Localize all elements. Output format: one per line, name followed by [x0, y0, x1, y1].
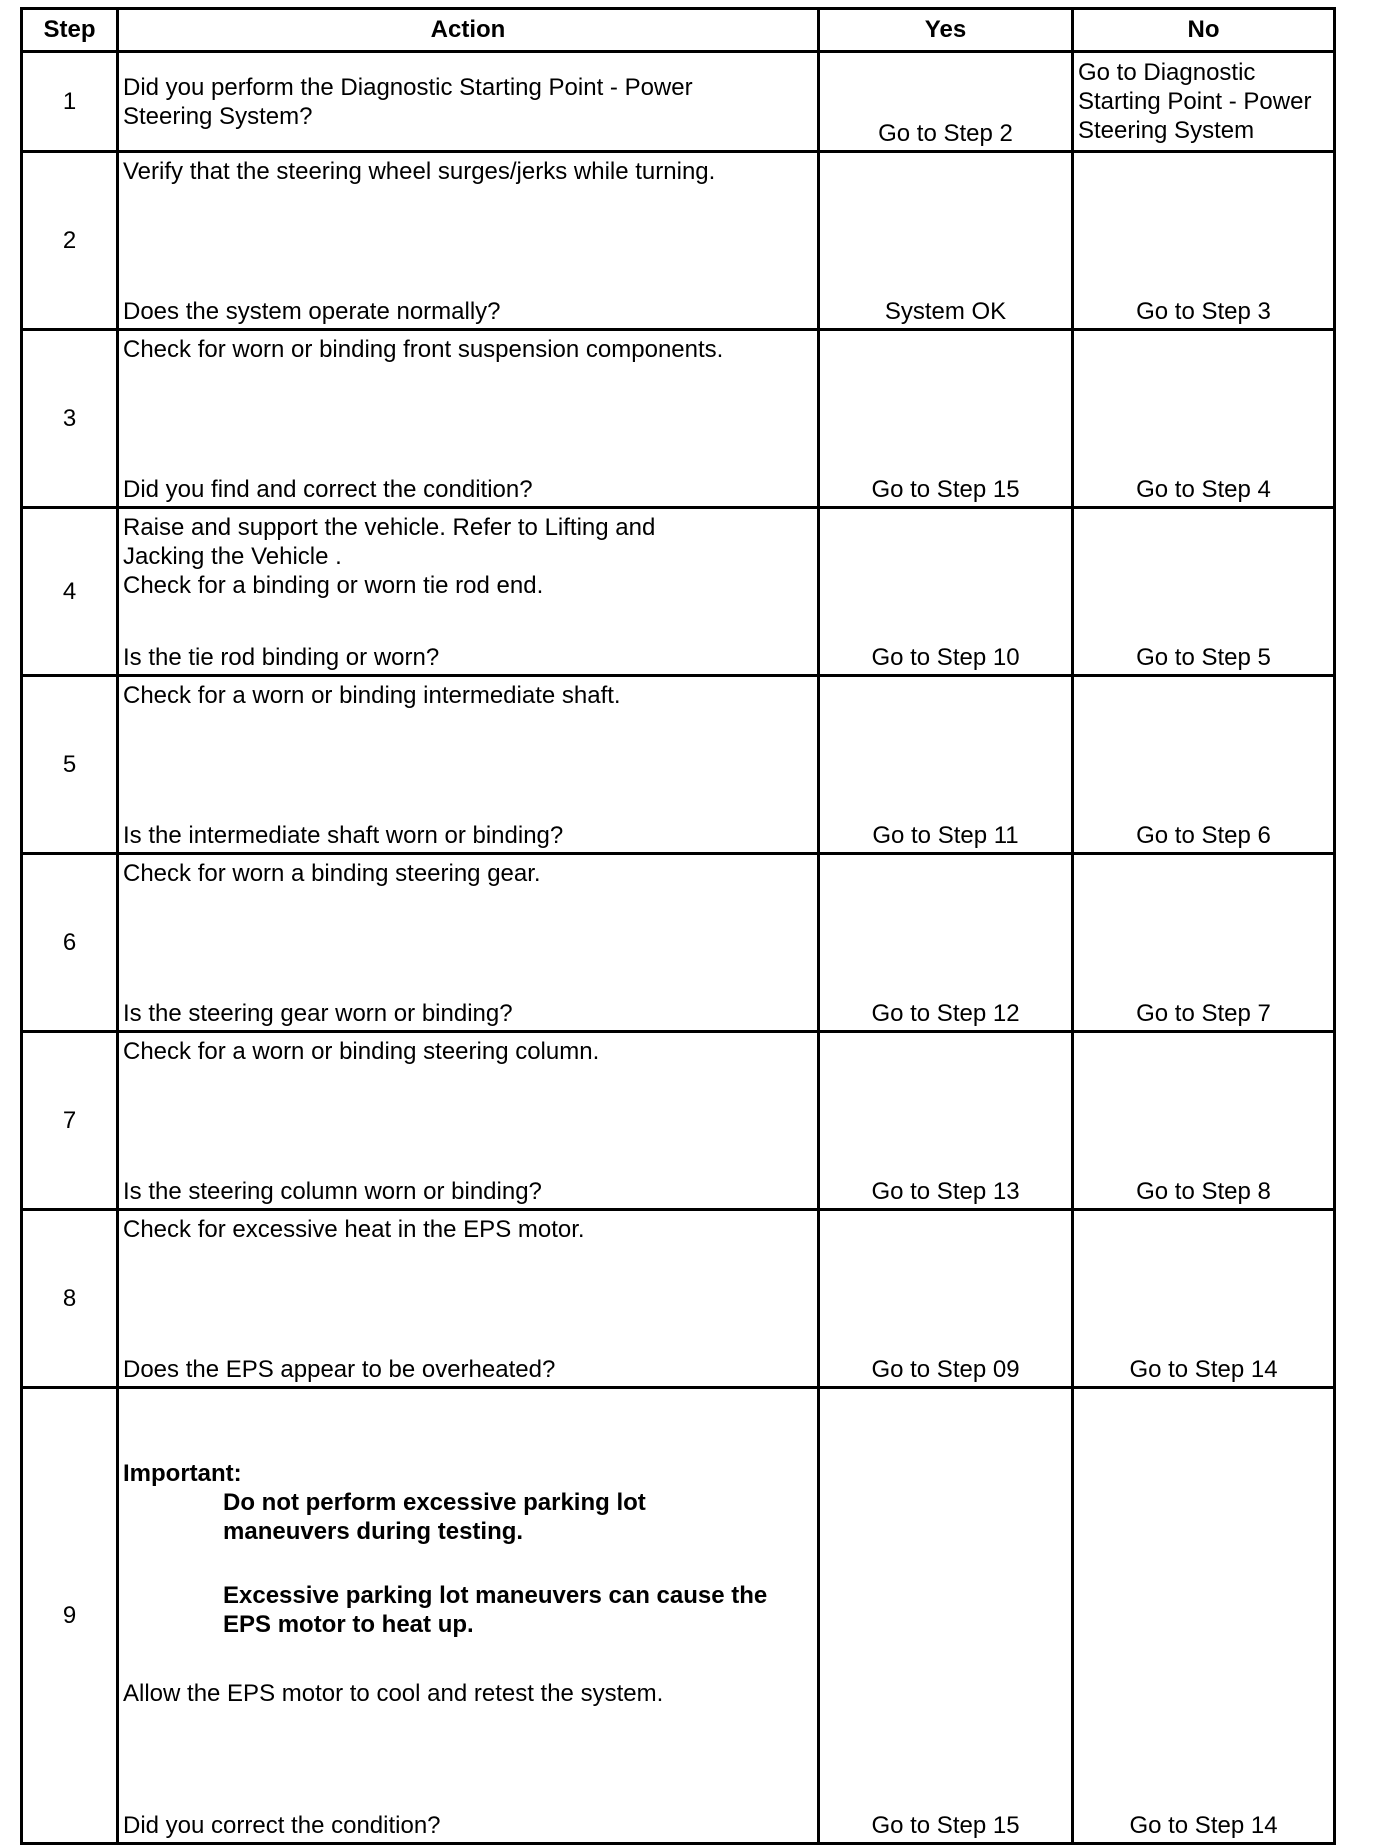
- step-number: 8: [22, 1210, 118, 1388]
- yes-result: Go to Step 09: [871, 1356, 1020, 1383]
- yes-result: Go to Step 12: [871, 1000, 1020, 1027]
- important-note: [123, 1488, 813, 1546]
- header-no: No: [1073, 9, 1335, 52]
- step-number: 5: [22, 676, 118, 854]
- no-cell: [1073, 52, 1335, 152]
- action-question: Is the steering gear worn or binding?: [123, 1000, 513, 1027]
- important-note-line: Do not perform excessive parking lot: [223, 1489, 646, 1516]
- action-cell: [118, 508, 819, 676]
- yes-cell: [819, 508, 1073, 676]
- no-result: Go to Step 6: [1136, 822, 1271, 849]
- action-check: Check for a worn or binding intermediate shaft.: [123, 682, 621, 709]
- yes-result: Go to Step 13: [871, 1178, 1020, 1205]
- action-cell: [118, 1210, 819, 1388]
- header-step: Step: [22, 9, 118, 52]
- action-question: Is the tie rod binding or worn?: [123, 644, 440, 671]
- action-check: Check for worn a binding steering gear.: [123, 860, 541, 887]
- yes-cell: [819, 854, 1073, 1032]
- no-result: Go to Step 14: [1129, 1812, 1278, 1839]
- no-cell: [1073, 1032, 1335, 1210]
- yes-result: Go to Step 11: [872, 822, 1019, 849]
- header-yes: Yes: [819, 9, 1073, 52]
- yes-result: Go to Step 15: [871, 476, 1020, 503]
- no-result: Go to Step 14: [1129, 1356, 1278, 1383]
- header-row: [22, 9, 1335, 52]
- important-label: Important:: [123, 1460, 242, 1487]
- yes-cell: [819, 676, 1073, 854]
- no-cell: [1073, 1388, 1335, 1844]
- yes-cell: [819, 1388, 1073, 1844]
- action-question: Did you find and correct the condition?: [123, 476, 533, 503]
- yes-cell: [819, 1210, 1073, 1388]
- no-result: Go to Step 5: [1136, 644, 1271, 671]
- no-result-line: Steering System: [1078, 117, 1255, 144]
- step-number: 9: [22, 1388, 118, 1844]
- action-question: Is the intermediate shaft worn or binding?: [123, 822, 564, 849]
- yes-cell: [819, 52, 1073, 152]
- step-number: 2: [22, 152, 118, 330]
- yes-cell: [819, 330, 1073, 508]
- action-check-line: Raise and support the vehicle. Refer to Lifting and: [123, 514, 656, 541]
- no-result-line: Go to Diagnostic: [1078, 59, 1256, 86]
- no-result-line: Starting Point - Power: [1078, 88, 1312, 115]
- action-cell: [118, 1032, 819, 1210]
- no-cell: [1073, 854, 1335, 1032]
- table-row: [22, 676, 1335, 854]
- step-number: 6: [22, 854, 118, 1032]
- no-cell: [1073, 508, 1335, 676]
- action-instruction: Allow the EPS motor to cool and retest the system.: [123, 1680, 664, 1707]
- yes-result: Go to Step 10: [871, 644, 1020, 671]
- yes-result: System OK: [884, 298, 1007, 325]
- important-note: [123, 1581, 813, 1639]
- action-check: Check for a worn or binding steering column.: [123, 1038, 600, 1065]
- table-row: [22, 1210, 1335, 1388]
- step-number: 4: [22, 508, 118, 676]
- action-cell: [118, 152, 819, 330]
- step-number: 1: [22, 52, 118, 152]
- important-note-line: maneuvers during testing.: [223, 1518, 524, 1545]
- action-cell: [118, 330, 819, 508]
- action-check: Check for worn or binding front suspension components.: [123, 336, 724, 363]
- action-check-line: Check for a binding or worn tie rod end.: [123, 572, 544, 599]
- yes-cell: [819, 152, 1073, 330]
- no-result: Go to Step 8: [1136, 1178, 1271, 1205]
- table-row: [22, 1388, 1335, 1844]
- action-question: Does the system operate normally?: [123, 298, 501, 325]
- action-cell: [118, 854, 819, 1032]
- no-result: Go to Step 7: [1136, 1000, 1271, 1027]
- action-check: Verify that the steering wheel surges/jerks while turning.: [123, 158, 716, 185]
- table-row: [22, 1032, 1335, 1210]
- action-cell: [118, 1388, 819, 1844]
- no-cell: [1073, 1210, 1335, 1388]
- action-question: Did you correct the condition?: [123, 1812, 441, 1839]
- yes-result: Go to Step 15: [871, 1812, 1020, 1839]
- no-result: Go to Step 3: [1136, 298, 1271, 325]
- yes-result: Go to Step 2: [878, 120, 1013, 147]
- table-row: [22, 854, 1335, 1032]
- table-row: [22, 52, 1335, 152]
- step-number: 3: [22, 330, 118, 508]
- header-action: Action: [118, 9, 819, 52]
- action-cell: [118, 676, 819, 854]
- yes-cell: [819, 1032, 1073, 1210]
- action-question: Is the steering column worn or binding?: [123, 1178, 542, 1205]
- no-result: Go to Step 4: [1136, 476, 1271, 503]
- action-check: [119, 509, 817, 600]
- action-question: Did you perform the Diagnostic Starting Point - Power Steering System?: [123, 73, 693, 130]
- diagnostic-table: [20, 7, 1336, 1845]
- table-row: [22, 152, 1335, 330]
- action-cell: [118, 52, 819, 152]
- no-cell: [1073, 152, 1335, 330]
- no-cell: [1073, 676, 1335, 854]
- action-question: Does the EPS appear to be overheated?: [123, 1356, 556, 1383]
- action-check-line: Jacking the Vehicle .: [123, 543, 342, 570]
- important-note-line: EPS motor to heat up.: [223, 1611, 474, 1638]
- table-row: [22, 508, 1335, 676]
- important-note-line: Excessive parking lot maneuvers can cause the: [223, 1582, 768, 1609]
- no-cell: [1073, 330, 1335, 508]
- action-check: Check for excessive heat in the EPS motor.: [123, 1216, 585, 1243]
- step-number: 7: [22, 1032, 118, 1210]
- table-row: [22, 330, 1335, 508]
